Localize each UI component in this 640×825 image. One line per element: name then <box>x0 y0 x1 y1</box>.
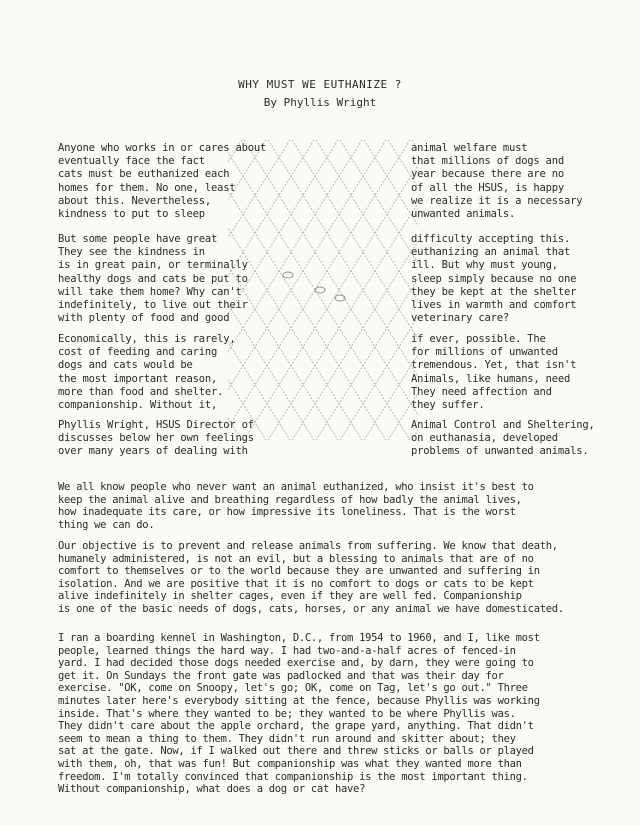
text-line: over many years of dealing with <box>58 445 248 458</box>
text-line: if ever, possible. The <box>411 333 546 345</box>
text-line: people, learned things the hard way. I had two-and-a-half acres of fenced-in <box>58 644 516 657</box>
text-line: cost of feeding and caring <box>58 346 218 359</box>
text-line: with plenty of food and good <box>58 312 230 325</box>
text-line: But some people have great <box>58 233 218 245</box>
document-byline: By Phyllis Wright <box>263 96 377 109</box>
text-line: for millions of unwanted <box>411 346 558 359</box>
text-line: animal welfare must <box>411 142 528 154</box>
body-paragraph <box>58 481 614 531</box>
text-line: Economically, this is rarely, <box>58 333 236 345</box>
text-line: minutes later here's everybody sitting at the fence, because Phyllis was working <box>58 694 540 707</box>
text-line: Without companionship, what does a dog or cat have? <box>58 783 366 796</box>
text-line: exercise. "OK, come on Snoopy, let's go; OK, come on Tag, let's go out." Three <box>58 682 528 695</box>
text-line: sat at the gate. Now, if I walked out there and threw sticks or balls or played <box>58 745 534 758</box>
intro-left-paragraph <box>58 233 248 325</box>
diamond-lattice-cat-artwork <box>228 140 418 440</box>
text-line: homes for them. No one, least <box>58 181 236 194</box>
text-line: is in great pain, or terminally <box>58 259 248 272</box>
text-line: They didn't care about the apple orchard, the grape yard, anything. That didn't <box>58 720 534 733</box>
text-line: thing we can do. <box>58 518 155 531</box>
text-line: Anyone who works in or cares about <box>58 142 267 154</box>
text-line: will take them home? Why can't <box>58 285 242 298</box>
text-line: They see the kindness in <box>58 246 205 259</box>
text-line: more than food and shelter. <box>58 385 224 398</box>
body-paragraph <box>58 632 614 796</box>
intro-right-paragraph <box>411 142 582 221</box>
text-line: inside. That's where they wanted to be; they wanted to be where Phyllis was. <box>58 707 516 720</box>
text-line: unwanted animals. <box>411 208 516 221</box>
text-line: discusses below her own feelings <box>58 432 254 445</box>
text-line: cats must be euthanized each <box>58 168 230 181</box>
text-line: alive indefinitely in shelter cages, even if they are well fed. Companionship <box>58 590 522 603</box>
text-line: problems of unwanted animals. <box>411 445 589 458</box>
text-line: keep the animal alive and breathing regardless of how badly the animal lives, <box>58 493 522 506</box>
text-line: Our objective is to prevent and release animals from suffering. We know that death, <box>58 540 558 552</box>
text-line: lives in warmth and comfort <box>411 299 577 312</box>
text-line: We all know people who never want an animal euthanized, who insist it's best to <box>58 481 534 493</box>
intro-right-paragraph <box>411 233 576 325</box>
text-line: Animals, like humans, need <box>411 372 571 385</box>
text-line: is one of the basic needs of dogs, cats, horses, or any animal we have domesticated. <box>58 602 564 615</box>
text-line: Animal Control and Sheltering, <box>411 419 595 431</box>
text-line: that millions of dogs and <box>411 155 565 168</box>
text-line: yard. I had decided those dogs needed exercise and, by darn, they were going to <box>58 657 534 670</box>
text-line: they suffer. <box>411 399 485 412</box>
text-line: isolation. And we are positive that it is no comfort to dogs or cats to be kept <box>58 577 534 590</box>
text-line: Phyllis Wright, HSUS Director of <box>58 419 254 431</box>
text-line: on euthanasia, developed <box>411 432 558 445</box>
text-line: They need affection and <box>411 385 552 398</box>
text-line: sleep simply because no one <box>411 272 577 285</box>
text-line: companionship. Without it, <box>58 399 218 412</box>
text-line: we realize it is a necessary <box>411 194 583 207</box>
text-line: seem to mean a thing to them. They didn't run around and skitter about; they <box>58 732 516 745</box>
text-line: comfort to themselves or to the world because they are unwanted and suffering in <box>58 565 540 578</box>
text-line: healthy dogs and cats be put to <box>58 272 248 285</box>
text-line: tremendous. Yet, that isn't <box>411 359 577 372</box>
text-line: freedom. I'm totally convinced that companionship is the most important thing. <box>58 770 528 783</box>
text-line: they be kept at the shelter <box>411 285 577 298</box>
text-line: how inadequate its care, or how impressive its loneliness. That is the worst <box>58 506 516 519</box>
text-line: year because there are no <box>411 168 565 181</box>
text-line: kindness to put to sleep <box>58 208 205 221</box>
document-title: WHY MUST WE EUTHANIZE ? <box>238 78 402 91</box>
text-line: I ran a boarding kennel in Washington, D.C., from 1954 to 1960, and I, like most <box>58 632 540 644</box>
intro-right-paragraph <box>411 333 576 412</box>
text-line: with them, oh, that was fun! But companionship was what they wanted more than <box>58 757 522 770</box>
intro-left-paragraph <box>58 419 254 459</box>
text-line: indefinitely, to live out their <box>58 299 248 312</box>
text-line: humanely administered, is not an evil, but a blessing to animals that are of no <box>58 552 534 565</box>
intro-left-paragraph <box>58 333 236 412</box>
text-line: about this. Nevertheless, <box>58 194 212 207</box>
text-line: get it. On Sundays the front gate was padlocked and that was their day for <box>58 669 504 682</box>
text-line: veterinary care? <box>411 312 509 325</box>
text-line: eventually face the fact <box>58 155 205 168</box>
text-line: ill. But why must young, <box>411 259 558 272</box>
intro-right-paragraph <box>411 419 595 459</box>
body-paragraph <box>58 540 614 616</box>
text-line: of all the HSUS, is happy <box>411 181 565 194</box>
text-line: euthanizing an animal that <box>411 246 571 259</box>
lattice-lines <box>228 140 418 440</box>
text-line: difficulty accepting this. <box>411 233 571 245</box>
text-line: the most important reason, <box>58 372 218 385</box>
text-line: dogs and cats would be <box>58 359 193 372</box>
cat-face-sketch <box>283 272 345 301</box>
